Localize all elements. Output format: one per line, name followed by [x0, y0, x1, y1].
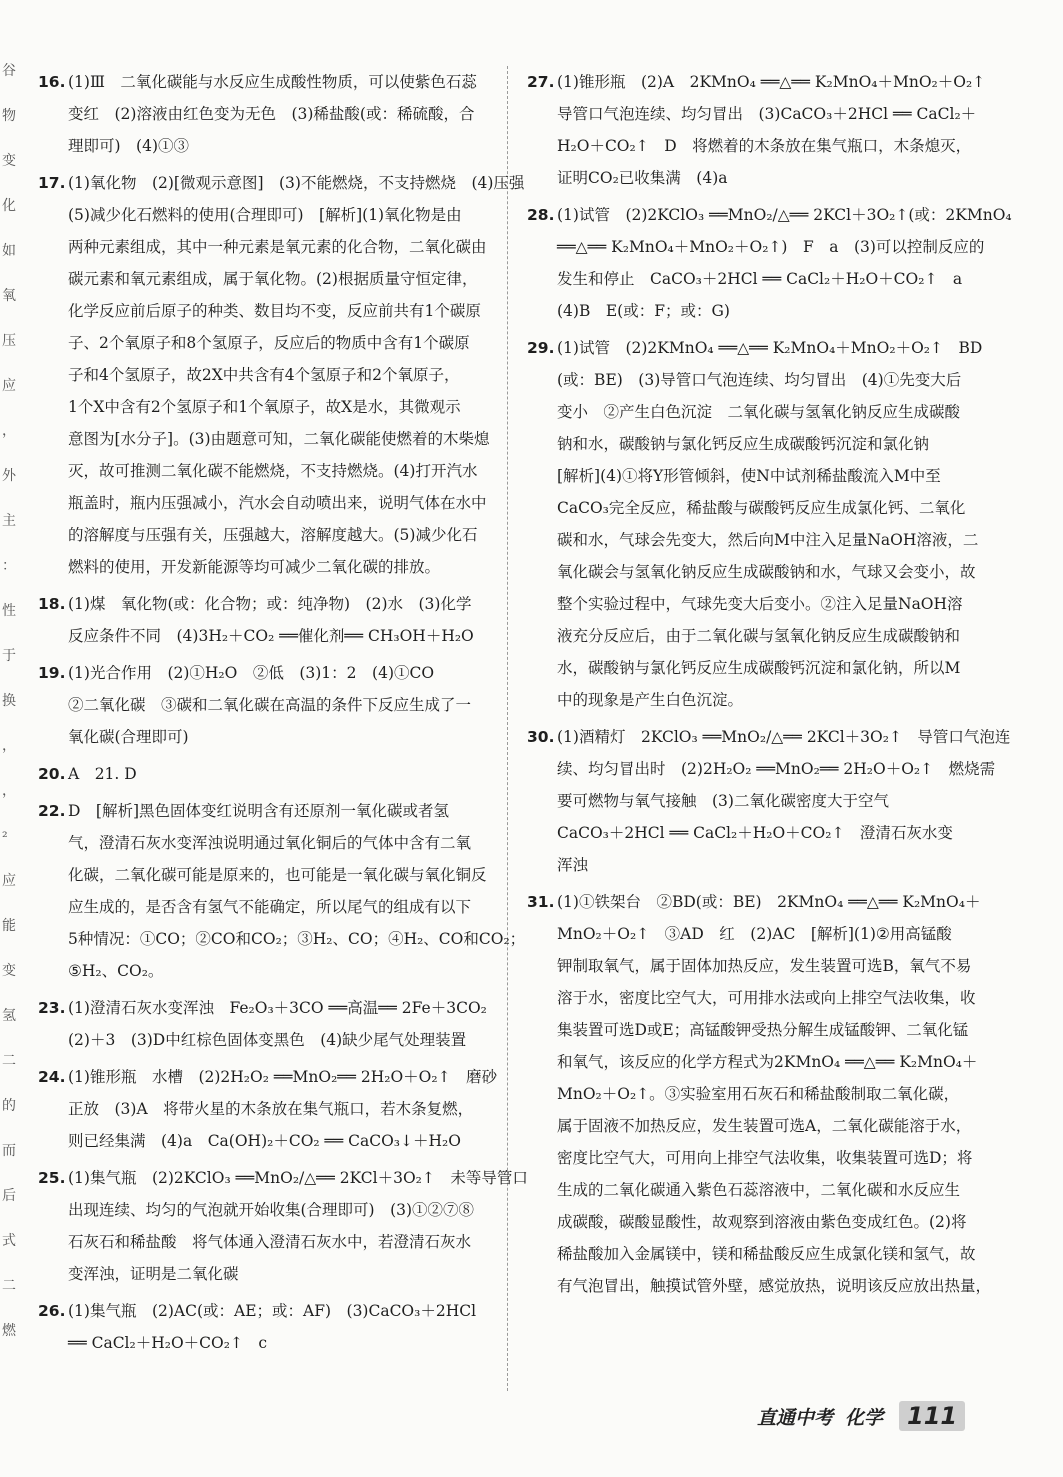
answer-line: [527, 1142, 985, 1174]
answer-line: [527, 556, 985, 588]
answer-text: (1)集气瓶 (2)2KClO₃ ══MnO₂/△══ 2KCl＋3O₂↑ 未等导管口: [68, 1169, 528, 1187]
answer-line: [527, 428, 985, 460]
answer-text: 燃料的使用，开发新能源等均可减少二氧化碳的排放。: [68, 558, 441, 576]
answer-line: [38, 992, 485, 1024]
question-number: 26.: [38, 1302, 66, 1320]
answer-text: 稀盐酸加入金属镁中，镁和稀盐酸反应生成氯化镁和氢气，故: [557, 1245, 976, 1263]
answer-text: (1)Ⅲ 二氧化碳能与水反应生成酸性物质，可以使紫色石蕊: [68, 73, 477, 91]
edge-char: 燃: [2, 1323, 16, 1339]
question-number: 31.: [527, 893, 555, 911]
answer-text: (或：BE) (3)导管口气泡连续、均匀冒出 (4)①先变大后: [557, 371, 962, 389]
question-number: 27.: [527, 73, 555, 91]
question-number: 16.: [38, 73, 66, 91]
answer-line: [527, 66, 985, 98]
answer-line: [38, 657, 485, 689]
answer-item: [38, 1162, 528, 1290]
question-number: 17.: [38, 174, 66, 192]
answer-line: [38, 231, 485, 263]
subject-label: 化学: [845, 1406, 884, 1429]
answer-text: (1)煤 氧化物(或：化合物；或：纯净物) (2)水 (3)化学: [68, 595, 472, 613]
answer-line: [527, 231, 985, 263]
answer-line: [38, 199, 485, 231]
edge-char: 应: [2, 378, 16, 394]
edge-char: 而: [2, 1143, 16, 1159]
question-number: 18.: [38, 595, 66, 613]
answer-text: 氧化碳(合理即可): [68, 728, 189, 746]
answer-text: 密度比空气大，可用向上排空气法收集，收集装置可选D；将: [557, 1149, 973, 1167]
answer-text: D [解析]黑色固体变红说明含有还原剂一氧化碳或者氢: [68, 802, 450, 820]
right-column: [527, 66, 1012, 1307]
answer-line: [527, 199, 1012, 231]
answer-text: 生成的二氧化碳通入紫色石蕊溶液中，二氧化碳和水反应生: [557, 1181, 961, 1199]
answer-line: [527, 886, 985, 918]
answer-item: [527, 199, 1012, 327]
answer-line: [38, 923, 526, 955]
answer-text: 化碳，二氧化碳可能是原来的，也可能是一氧化碳与氧化铜反: [68, 866, 487, 884]
answer-text: 溶于水，密度比空气大，可用排水法或向上排空气法收集，收: [557, 989, 976, 1007]
answer-text: MnO₂＋O₂↑ ③AD 红 (2)AC [解析](1)②用高锰酸: [557, 925, 952, 943]
answer-text: 钠和水，碳酸钠与氯化钙反应生成碳酸钙沉淀和氯化钠: [557, 435, 930, 453]
edge-char: 换: [2, 693, 16, 709]
answer-text: 正放 (3)A 将带火星的木条放在集气瓶口，若木条复燃，: [68, 1100, 474, 1118]
answer-text: ②二氧化碳 ③碳和二氧化碳在高温的条件下反应生成了一: [68, 696, 472, 714]
answer-text: 成碳酸，碳酸显酸性，故观察到溶液由紫色变成红色。(2)将: [557, 1213, 967, 1231]
answer-line: [527, 460, 985, 492]
edge-char: ，: [2, 423, 16, 439]
answer-text: 则已经集满 (4)a Ca(OH)₂＋CO₂ ══ CaCO₃↓＋H₂O: [68, 1132, 461, 1150]
answer-text: 的溶解度与压强有关，压强越大，溶解度越大。(5)减少化石: [68, 526, 478, 544]
question-number: 24.: [38, 1068, 66, 1086]
answer-line: [527, 1238, 985, 1270]
answer-item: [527, 66, 985, 194]
answer-item: [527, 721, 1011, 881]
edge-char: 如: [2, 243, 16, 259]
answer-line: [527, 753, 996, 785]
answer-line: [527, 295, 985, 327]
answer-line: [38, 1327, 485, 1359]
left-column: [38, 66, 528, 1364]
edge-char: ：: [2, 558, 16, 574]
answer-line: [38, 487, 485, 519]
answer-text: H₂O＋CO₂↑ D 将燃着的木条放在集气瓶口，木条熄灭，: [557, 137, 972, 155]
answer-text: (1)光合作用 (2)①H₂O ②低 (3)1：2 (4)①CO: [68, 664, 435, 682]
answer-line: [527, 785, 985, 817]
answer-line: [38, 551, 485, 583]
answer-text: (1)集气瓶 (2)AC(或：AE；或：AF) (3)CaCO₃＋2HCl: [68, 1302, 477, 1320]
edge-char: 式: [2, 1233, 16, 1249]
edge-char: 外: [2, 468, 16, 484]
answer-text: 有气泡冒出，触摸试管外壁，感觉放热，说明该反应放出热量，: [557, 1277, 992, 1295]
answer-text: 变浑浊，证明是二氧化碳: [68, 1265, 239, 1283]
answer-item: [38, 1295, 485, 1359]
answer-text: 液充分反应后，由于二氧化碳与氢氧化钠反应生成碳酸钠和: [557, 627, 961, 645]
answer-text: (1)锥形瓶 水槽 (2)2H₂O₂ ══MnO₂══ 2H₂O＋O₂↑ 磨砂: [68, 1068, 498, 1086]
edge-char: ₂: [2, 825, 8, 841]
answer-text: 石灰石和稀盐酸 将气体通入澄清石灰水中，若澄清石灰水: [68, 1233, 472, 1251]
answer-text: 意图为[水分子]。(3)由题意可知，二氧化碳能使燃着的木柴熄: [68, 430, 490, 448]
answer-text: 要可燃物与氧气接触 (3)二氧化碳密度大于空气: [557, 792, 889, 810]
edge-char: 后: [2, 1188, 16, 1204]
answer-line: [527, 684, 985, 716]
answer-line: [527, 332, 985, 364]
answer-line: [38, 1162, 528, 1194]
answer-line: [38, 1226, 485, 1258]
edge-char: 氧: [2, 288, 16, 304]
answer-line: [38, 1093, 485, 1125]
answer-line: [38, 721, 485, 753]
answer-text: 两种元素组成，其中一种元素是氧元素的化合物，二氧化碳由: [68, 238, 487, 256]
answer-line: [527, 1046, 985, 1078]
question-number: 25.: [38, 1169, 66, 1187]
answer-line: [38, 955, 485, 987]
answer-text: 5种情况：①CO；②CO和CO₂；③H₂、CO；④H₂、CO和CO₂；: [68, 930, 526, 948]
answer-text: ⑤H₂、CO₂。: [68, 962, 164, 980]
answer-line: [527, 1174, 985, 1206]
question-number: 30.: [527, 728, 555, 746]
question-number: 19.: [38, 664, 66, 682]
answer-text: 整个实验过程中，气球先变大后变小。②注入足量NaOH溶: [557, 595, 963, 613]
answer-line: [527, 263, 985, 295]
answer-text: 反应条件不同 (4)3H₂＋CO₂ ══催化剂══ CH₃OH＋H₂O: [68, 627, 474, 645]
answer-line: [527, 1270, 992, 1302]
answer-line: [527, 364, 985, 396]
question-number: 23.: [38, 999, 66, 1017]
answer-text: 中的现象是产生白色沉淀。: [557, 691, 744, 709]
answer-line: [527, 396, 985, 428]
question-number: 22.: [38, 802, 66, 820]
answer-line: [38, 1295, 485, 1327]
answer-text: 碳和水，气球会先变大，然后向M中注入足量NaOH溶液，二: [557, 531, 979, 549]
edge-char: 氢: [2, 1008, 16, 1024]
answer-line: [527, 620, 985, 652]
answer-text: 水，碳酸钠与氯化钙反应生成碳酸钙沉淀和氯化钠，所以M: [557, 659, 961, 677]
answer-text: 导管口气泡连续、均匀冒出 (3)CaCO₃＋2HCl ══ CaCl₂＋: [557, 105, 977, 123]
answer-text: CaCO₃完全反应，稀盐酸与碳酸钙反应生成氯化钙、二氧化: [557, 499, 966, 517]
answer-text: 浑浊: [557, 856, 589, 874]
answer-line: [527, 1110, 985, 1142]
answer-line: [38, 891, 485, 923]
answer-line: [527, 524, 985, 556]
answer-text: (1)澄清石灰水变浑浊 Fe₂O₃＋3CO ══高温══ 2Fe＋3CO₂: [68, 999, 487, 1017]
answer-text: 钾制取氧气，属于固体加热反应，发生装置可选B，氧气不易: [557, 957, 972, 975]
answer-item: [527, 332, 985, 716]
answer-line: [38, 620, 485, 652]
answer-line: [38, 423, 490, 455]
answer-item: [38, 758, 485, 790]
answer-text: 气，澄清石灰水变浑浊说明通过氧化铜后的气体中含有二氧: [68, 834, 472, 852]
page-number: 111: [899, 1401, 965, 1431]
edge-char: 化: [2, 198, 16, 214]
answer-line: [527, 918, 985, 950]
edge-char: 二: [2, 1278, 16, 1294]
answer-line: [527, 130, 985, 162]
answer-text: MnO₂＋O₂↑。③实验室用石灰石和稀盐酸制取二氧化碳，: [557, 1085, 960, 1103]
answer-item: [38, 167, 525, 583]
answer-line: [38, 827, 485, 859]
answer-line: [38, 1061, 498, 1093]
answer-text: 证明CO₂已收集满 (4)a: [557, 169, 728, 187]
answer-item: [38, 795, 526, 987]
answer-text: 理即可) (4)①③: [68, 137, 190, 155]
answer-text: ══ CaCl₂＋H₂O＋CO₂↑ c: [68, 1334, 268, 1352]
answer-text: 子、2个氧原子和8个氢原子，反应后的物质中含有1个碳原: [68, 334, 470, 352]
edge-char: 变: [2, 153, 16, 169]
answer-text: 出现连续、均匀的气泡就开始收集(合理即可) (3)①②⑦⑧: [68, 1201, 475, 1219]
answer-line: [38, 167, 525, 199]
edge-char: 二: [2, 1053, 16, 1069]
page-footer: [757, 1398, 965, 1434]
answer-line: [527, 588, 985, 620]
answer-text: (1)①铁架台 ②BD(或：BE) 2KMnO₄ ══△══ K₂MnO₄＋: [557, 893, 981, 911]
edge-char: 物: [2, 108, 16, 124]
edge-char: 的: [2, 1098, 16, 1114]
answer-line: [38, 859, 485, 891]
answer-item: [527, 886, 992, 1302]
answer-line: [38, 359, 485, 391]
answer-text: (4)B E(或：F；或：G): [557, 302, 730, 320]
answer-text: (1)试管 (2)2KMnO₄ ══△══ K₂MnO₄＋MnO₂＋O₂↑ BD: [557, 339, 983, 357]
answer-line: [38, 391, 485, 423]
answer-line: [527, 1014, 985, 1046]
answer-line: [527, 1206, 985, 1238]
answer-text: 属于固液不加热反应，发生装置可选A，二氧化碳能溶于水，: [557, 1117, 972, 1135]
answer-text: 化学反应前后原子的种类、数目均不变，反应前共有1个碳原: [68, 302, 481, 320]
answer-text: 变红 (2)溶液由红色变为无色 (3)稀盐酸(或：稀硫酸，合: [68, 105, 475, 123]
answer-line: [38, 1125, 485, 1157]
answer-line: [38, 263, 485, 295]
answer-text: 集装置可选D或E；高锰酸钾受热分解生成锰酸钾、二氧化锰: [557, 1021, 969, 1039]
answer-line: [38, 689, 485, 721]
edge-char: 于: [2, 648, 16, 664]
answer-line: [38, 1194, 485, 1226]
answer-text: 发生和停止 CaCO₃＋2HCl ══ CaCl₂＋H₂O＋CO₂↑ a: [557, 270, 963, 288]
answer-line: [527, 162, 985, 194]
answer-item: [38, 66, 485, 162]
answer-line: [527, 849, 985, 881]
answer-line: [38, 455, 485, 487]
book-title: 直通中考: [757, 1406, 834, 1429]
answer-line: [38, 295, 485, 327]
answer-line: [527, 652, 985, 684]
answer-line: [527, 950, 985, 982]
answer-text: 和氧气，该反应的化学方程式为2KMnO₄ ══△══ K₂MnO₄＋: [557, 1053, 978, 1071]
edge-char: 压: [2, 333, 16, 349]
answer-line: [38, 588, 485, 620]
question-number: 28.: [527, 206, 555, 224]
answer-text: 子和4个氢原子，故2X中共含有4个氢原子和2个氧原子，: [68, 366, 460, 384]
edge-char: 主: [2, 513, 16, 529]
edge-char: 变: [2, 963, 16, 979]
answer-text: 碳元素和氧元素组成，属于氧化物。(2)根据质量守恒定律，: [68, 270, 478, 288]
edge-char: 谷: [2, 63, 16, 79]
answer-text: (5)减少化石燃料的使用(合理即可) [解析](1)氧化物是由: [68, 206, 462, 224]
answer-line: [38, 1024, 485, 1056]
answer-text: (1)锥形瓶 (2)A 2KMnO₄ ══△══ K₂MnO₄＋MnO₂＋O₂↑: [557, 73, 986, 91]
answer-text: (1)试管 (2)2KClO₃ ══MnO₂/△══ 2KCl＋3O₂↑(或：2KMnO₄: [557, 206, 1012, 224]
answer-line: [527, 1078, 985, 1110]
edge-char: 性: [2, 603, 16, 619]
answer-line: [38, 66, 485, 98]
answer-line: [527, 982, 985, 1014]
answer-line: [38, 130, 485, 162]
answer-text: 氧化碳会与氢氧化钠反应生成碳酸钠和水，气球又会变小，故: [557, 563, 976, 581]
binding-edge: [0, 60, 18, 1380]
answer-line: [38, 327, 485, 359]
answer-text: A 21. D: [68, 765, 137, 783]
answer-text: ══△══ K₂MnO₄＋MnO₂＋O₂↑) F a (3)可以控制反应的: [557, 238, 985, 256]
answer-text: 1个X中含有2个氢原子和1个氧原子，故X是水，其微观示: [68, 398, 461, 416]
question-number: 20.: [38, 765, 66, 783]
answer-text: 瓶盖时，瓶内压强减小，汽水会自动喷出来，说明气体在水中: [68, 494, 487, 512]
answer-line: [38, 519, 485, 551]
answer-text: (1)酒精灯 2KClO₃ ══MnO₂/△══ 2KCl＋3O₂↑ 导管口气泡连: [557, 728, 1011, 746]
answer-line: [527, 721, 1011, 753]
answer-line: [527, 98, 985, 130]
answer-text: 变小 ②产生白色沉淀 二氧化碳与氢氧化钠反应生成碳酸: [557, 403, 961, 421]
answer-item: [38, 992, 485, 1056]
answer-line: [38, 795, 485, 827]
answer-text: 续、均匀冒出时 (2)2H₂O₂ ══MnO₂══ 2H₂O＋O₂↑ 燃烧需: [557, 760, 996, 778]
answer-line: [38, 758, 485, 790]
edge-char: ，: [2, 738, 16, 754]
answer-text: [解析](4)①将Y形管倾斜，使N中试剂稀盐酸流入M中至: [557, 467, 941, 485]
answer-text: 灭，故可推测二氧化碳不能燃烧，不支持燃烧。(4)打开汽水: [68, 462, 478, 480]
edge-char: ，: [2, 783, 16, 799]
answer-item: [38, 588, 485, 652]
answer-text: (2)＋3 (3)D中红棕色固体变黑色 (4)缺少尾气处理装置: [68, 1031, 467, 1049]
answer-item: [38, 657, 485, 753]
edge-char: 能: [2, 918, 16, 934]
answer-text: CaCO₃＋2HCl ══ CaCl₂＋H₂O＋CO₂↑ 澄清石灰水变: [557, 824, 953, 842]
answer-text: 应生成的，是否含有氢气不能确定，所以尾气的组成有以下: [68, 898, 472, 916]
edge-char: 应: [2, 873, 16, 889]
answer-text: (1)氧化物 (2)[微观示意图] (3)不能燃烧，不支持燃烧 (4)压强: [68, 174, 525, 192]
question-number: 29.: [527, 339, 555, 357]
answer-item: [38, 1061, 498, 1157]
answer-line: [527, 817, 985, 849]
answer-line: [527, 492, 985, 524]
answer-line: [38, 1258, 485, 1290]
answer-line: [38, 98, 485, 130]
